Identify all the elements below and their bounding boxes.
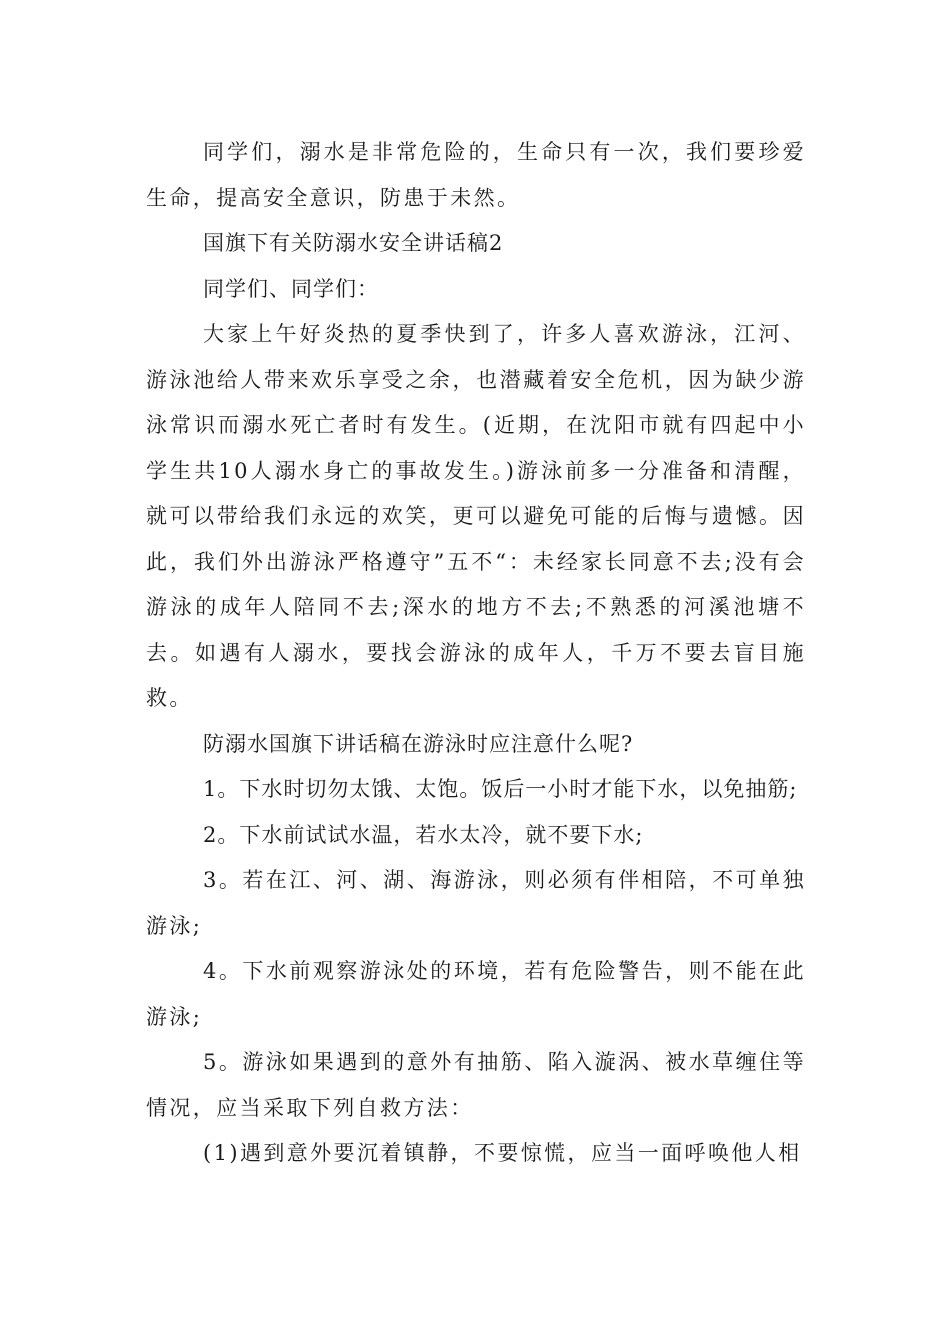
paragraph-closing: 同学们，溺水是非常危险的，生命只有一次，我们要珍爱生命，提高安全意识，防患于未然。 xyxy=(146,140,806,210)
list-item-3: 3。若在江、河、湖、海游泳，则必须有伴相陪，不可单独游泳; xyxy=(146,868,806,938)
paragraph-question: 防溺水国旗下讲话稿在游泳时应注意什么呢? xyxy=(203,731,634,756)
sub-item-1: (1)遇到意外要沉着镇静，不要惊慌，应当一面呼唤他人相 xyxy=(203,1141,802,1165)
document-body xyxy=(146,130,806,1177)
list-item-1: 1。下水时切勿太饿、太饱。饭后一小时才能下水，以免抽筋; xyxy=(203,777,798,801)
list-item-4: 4。下水前观察游泳处的环境，若有危险警告，则不能在此游泳; xyxy=(146,959,806,1029)
list-item-5: 5。游泳如果遇到的意外有抽筋、陷入漩涡、被水草缠住等情况，应当采取下列自救方法： xyxy=(146,1050,806,1120)
paragraph-intro: 大家上午好炎热的夏季快到了，许多人喜欢游泳，江河、游泳池给人带来欢乐享受之余，也潜藏着安全危机，因为缺少游泳常识而溺水死亡者时有发生。(近期，在沈阳市就有四起中小学生共10人溺水身亡的事故发生。)游泳前多一分准备和清醒，就可以带给我们永远的欢笑，更可以避免可能的后悔与遗憾。因此，我们外出游泳严格遵守”五不“：未经家长同意不去;没有会游泳的成年人陪同不去;深水的地方不去;不熟悉的河溪池塘不去。如遇有人溺水，要找会游泳的成年人，千万不要去盲目施救。 xyxy=(146,322,806,710)
section-heading: 国旗下有关防溺水安全讲话稿2 xyxy=(203,231,504,255)
paragraph-salutation: 同学们、同学们： xyxy=(203,276,379,301)
list-item-2: 2。下水前试试水温，若水太冷，就不要下水; xyxy=(203,822,644,847)
